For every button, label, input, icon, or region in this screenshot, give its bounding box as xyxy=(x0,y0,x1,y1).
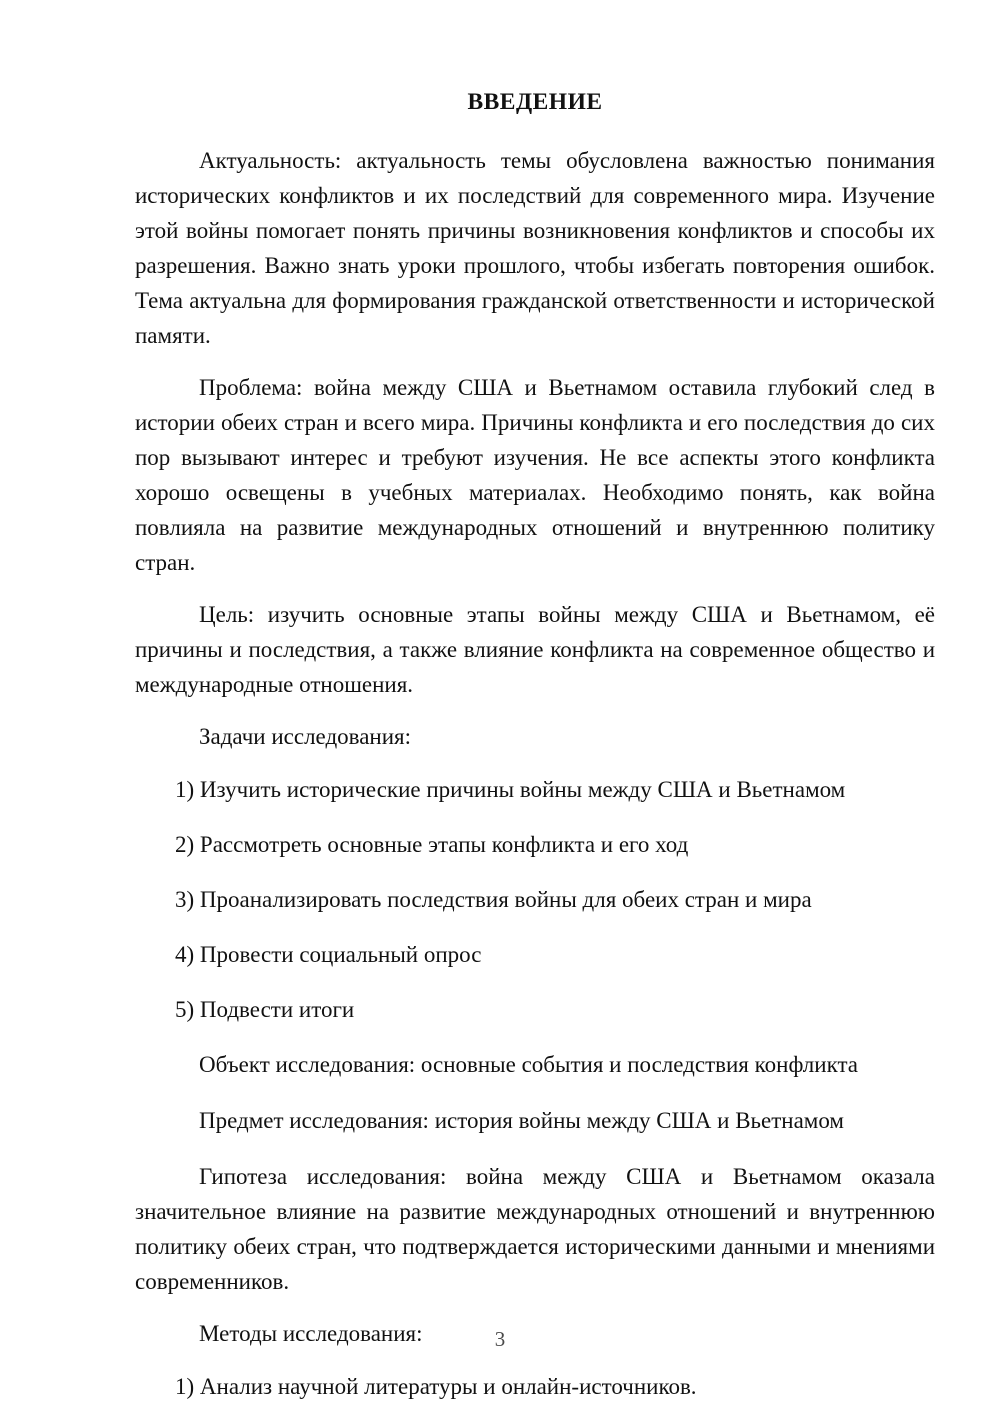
object-of-research: Объект исследования: основные события и последствия конфликта xyxy=(199,1052,858,1078)
tasks-heading: Задачи исследования: xyxy=(199,724,412,750)
page-title: ВВЕДЕНИЕ xyxy=(467,89,603,115)
list-item: 5) Подвести итоги xyxy=(175,997,355,1023)
list-item: 4) Провести социальный опрос xyxy=(175,942,482,968)
list-item: 1) Анализ научной литературы и онлайн-источников. xyxy=(175,1374,697,1400)
subject-of-research: Предмет исследования: история войны между США и Вьетнамом xyxy=(199,1108,844,1134)
page-number: 3 xyxy=(494,1327,506,1351)
methods-list xyxy=(135,1369,935,1404)
paragraph-relevance: Актуальность: актуальность темы обусловлена важностью понимания исторических конфликтов и их последствий для современного мира. Изучение этой войны помогает понять причины возникновения конфликтов и способы их разрешения. Важно знать уроки прошлого, чтобы избегать повторения ошибок. Тема актуальна для формирования гражданской ответственности и исторической памяти. xyxy=(135,148,935,349)
tasks-list xyxy=(135,772,935,1027)
methods-heading: Методы исследования: xyxy=(199,1321,423,1347)
hypothesis-of-research: Гипотеза исследования: война между США и Вьетнамом оказала значительное влияние на развитие международных отношений и внутреннюю политику обеих стран, что подтверждается историческими данными и мнениями современников. xyxy=(135,1164,935,1295)
document-content xyxy=(135,88,935,1424)
list-item: 1) Изучить исторические причины войны между США и Вьетнамом xyxy=(175,777,846,803)
list-item: 3) Проанализировать последствия войны для обеих стран и мира xyxy=(175,887,812,913)
paragraph-problem: Проблема: война между США и Вьетнамом оставила глубокий след в истории обеих стран и всего мира. Причины конфликта и его последствия до сих пор вызывают интерес и требуют изучения. Не все аспекты этого конфликта хорошо освещены в учебных материалах. Необходимо понять, как война повлияла на развитие международных отношений и внутреннюю политику стран. xyxy=(135,375,935,576)
list-item: 2) Рассмотреть основные этапы конфликта и его ход xyxy=(175,832,689,858)
paragraph-goal: Цель: изучить основные этапы войны между США и Вьетнамом, её причины и последствия, а также влияние конфликта на современное общество и международные отношения. xyxy=(135,602,935,698)
